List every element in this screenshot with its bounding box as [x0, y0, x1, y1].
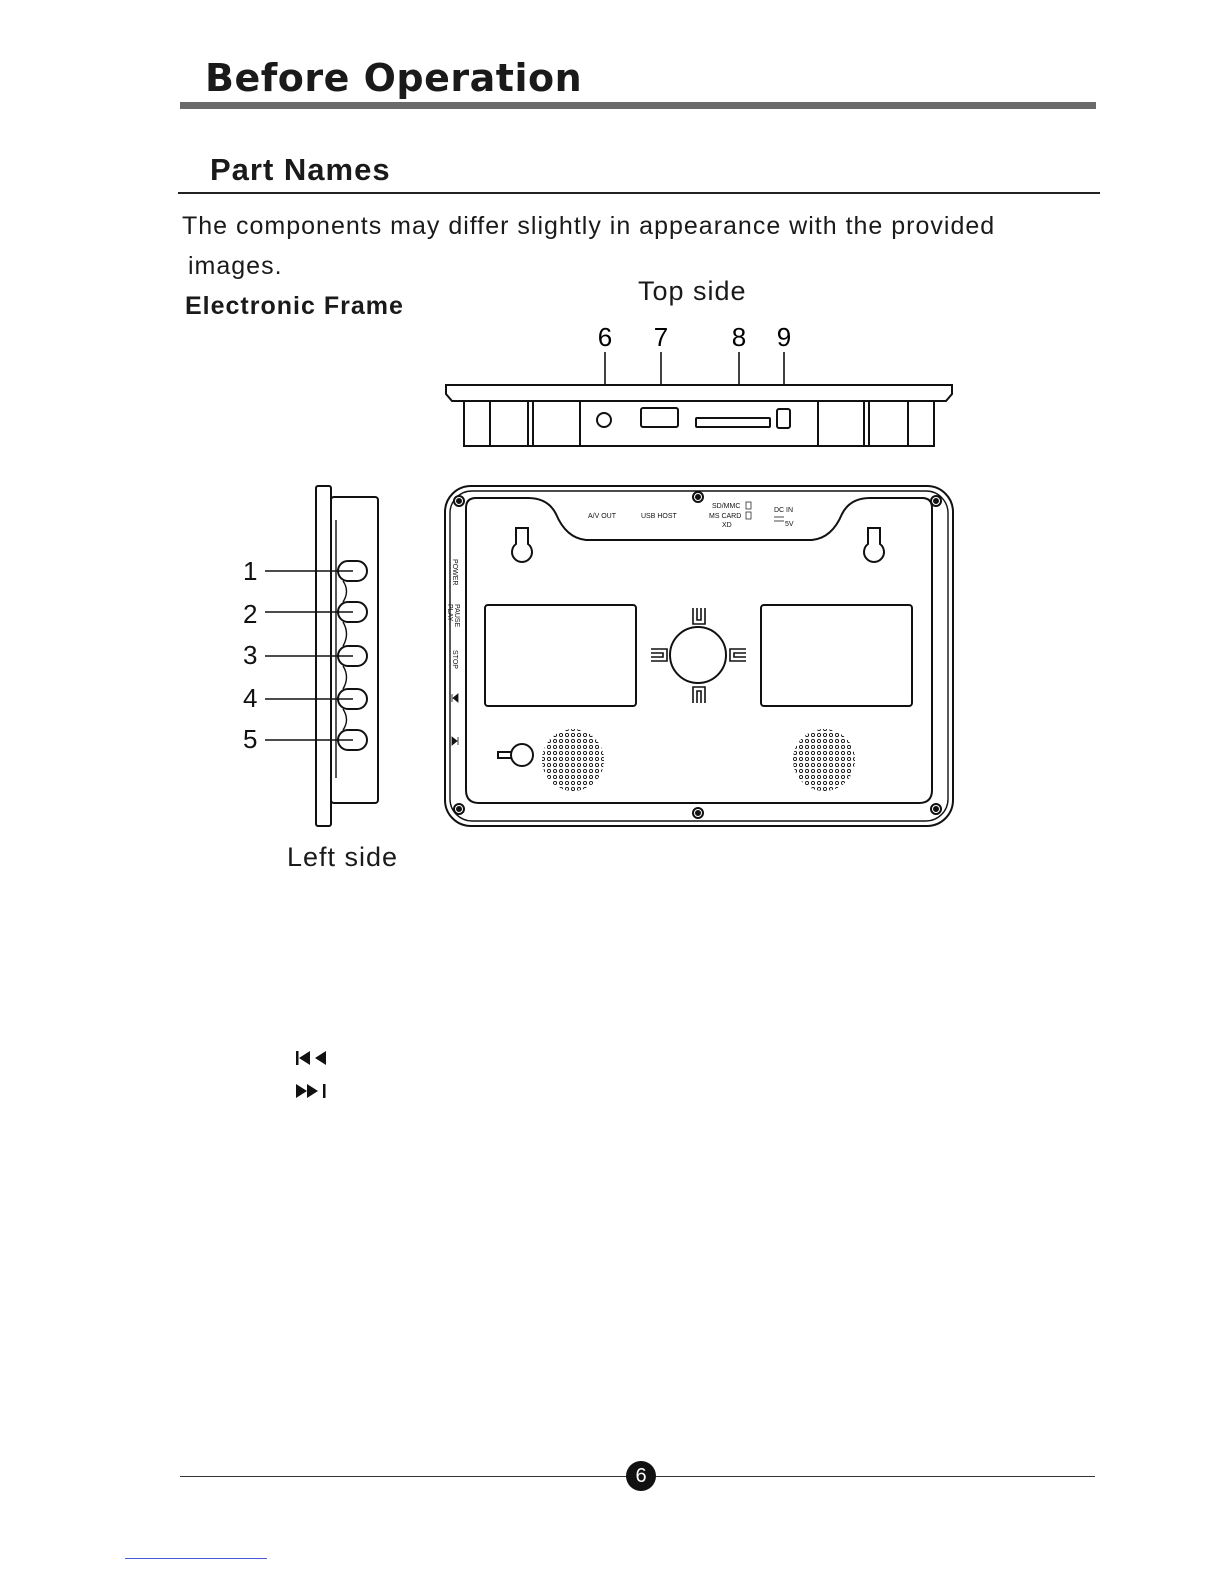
frame-label: Electronic Frame: [185, 292, 404, 320]
xd-label: XD: [722, 522, 732, 529]
callout-7: 7: [653, 322, 669, 352]
usb-host-label: USB HOST: [641, 513, 677, 520]
power-label: POWER: [451, 559, 458, 586]
callout-2: 2: [243, 599, 258, 629]
left-callouts: [243, 556, 257, 754]
next-icon: [296, 1084, 326, 1098]
callout-9: 9: [776, 322, 792, 352]
subsection-title: Part Names: [210, 152, 391, 187]
bottom-underline: [125, 1558, 267, 1559]
top-side-label: Top side: [638, 276, 747, 306]
back-view: [445, 486, 953, 826]
pause-label: PAUSE: [453, 604, 460, 628]
card-slot: [696, 418, 770, 427]
av-out-jack: [597, 413, 611, 427]
top-side-view: [446, 385, 952, 446]
callout-5: 5: [243, 724, 258, 754]
previous-icon: [296, 1051, 326, 1065]
callout-6: 6: [597, 322, 613, 352]
av-out-label: A/V OUT: [588, 513, 617, 520]
left-side-label: Left side: [287, 842, 399, 872]
sd-mmc-label: SD/MMC: [712, 503, 741, 510]
dc-in-port: [777, 409, 790, 428]
ms-card-label: MS CARD: [709, 513, 742, 520]
speaker-grille-left: [542, 729, 604, 791]
dc-in-label: DC IN: [774, 507, 794, 514]
intro-line-1: The components may differ slightly in appearance with the provided: [182, 212, 996, 240]
usb-port: [641, 408, 678, 427]
section-title: Before Operation: [205, 56, 583, 100]
button-glyph-legend: [296, 1051, 326, 1098]
speaker-grille-right: [793, 729, 855, 791]
intro-line-2: images.: [188, 252, 283, 280]
page-number: 6: [626, 1461, 656, 1491]
callout-3: 3: [243, 640, 258, 670]
callout-8: 8: [731, 322, 747, 352]
callout-4: 4: [243, 683, 258, 713]
callout-1: 1: [243, 556, 258, 586]
dc-volt-label: 5V: [785, 521, 794, 528]
play-label: PLAY: [446, 604, 453, 622]
stop-label: STOP: [451, 650, 458, 669]
